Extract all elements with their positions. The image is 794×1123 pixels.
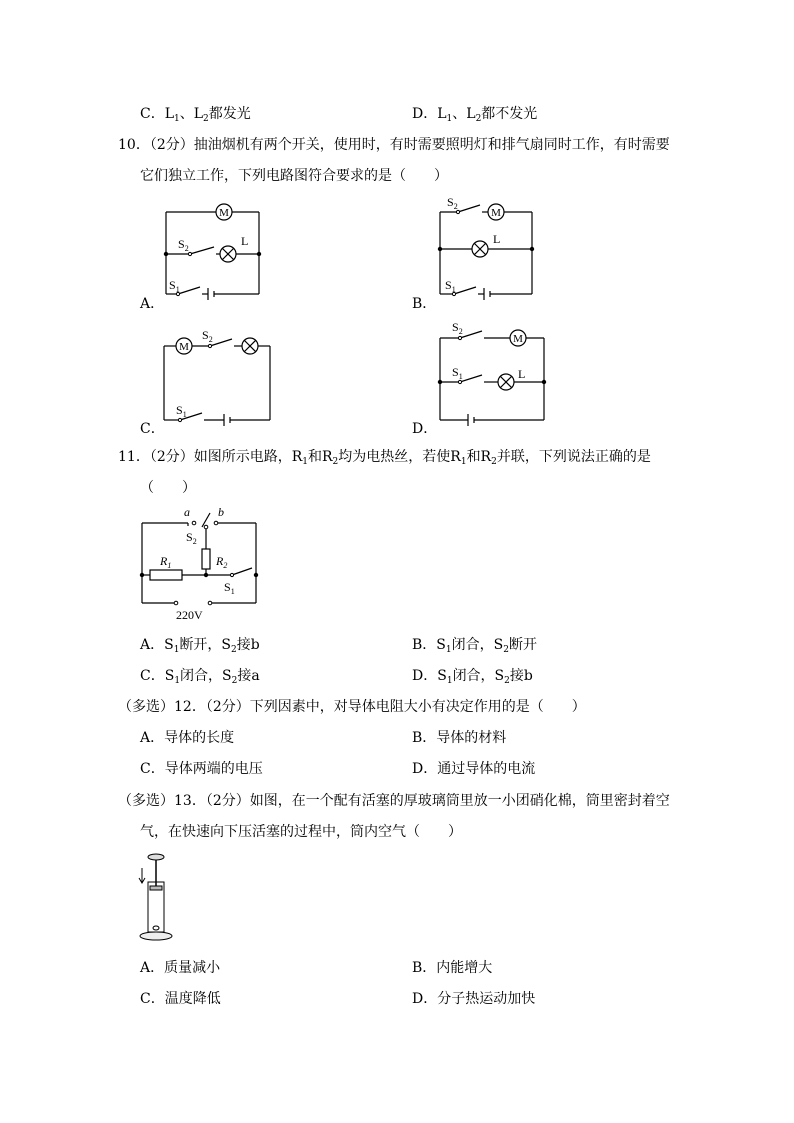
motor-symbol: M [491, 207, 501, 219]
switch-label-s1: $S_1$ [176, 403, 187, 419]
q12-option-a: A．导体的长度 [140, 730, 235, 746]
q13-option-c: C．温度降低 [140, 991, 221, 1007]
subscript: 2 [475, 114, 482, 124]
q13-stem-line2: 气，在快速向下压活塞的过程中，筒内空气（ ） [140, 824, 462, 840]
switch-label-s1: $S_1$ [169, 278, 180, 294]
q9-option-c-text: C．L [140, 106, 175, 122]
switch-label-s2: $S_2$ [178, 237, 189, 253]
q10-circuit-b [434, 196, 544, 300]
opt-part: B．S [412, 637, 446, 653]
q10-circuit-a [160, 198, 270, 300]
lamp-label: L [493, 232, 501, 246]
subscript: 1 [446, 676, 453, 686]
subscript: 1 [173, 645, 180, 655]
opt-part: 闭合，S [451, 637, 504, 653]
subscript: 1 [174, 114, 180, 124]
opt-part: 接b [509, 668, 533, 684]
q9-option-c-suffix: 都发光 [208, 106, 251, 122]
q9-option-c [140, 103, 251, 124]
opt-part: 断开，S [179, 637, 232, 653]
motor-symbol: M [219, 207, 229, 219]
q9-option-d [412, 103, 537, 124]
subscript: 1 [460, 457, 467, 467]
q9-option-c-mid: 、L [179, 106, 204, 122]
q13-stem-line1: （多选）13．（2分）如图，在一个配有活塞的厚玻璃筒里放一小团硝化棉，筒里密封着空 [118, 793, 670, 809]
q10-stem-line1: 10．（2分）抽油烟机有两个开关，使用时，有时需要照明灯和排气扇同时工作，有时需要 [118, 137, 670, 153]
q11-option-c [140, 665, 260, 686]
switch-label-s2: $S_2$ [202, 328, 213, 344]
q12-stem: （多选）12．（2分）下列因素中，对导体电阻大小有决定作用的是（ ） [118, 699, 586, 715]
q11-stem-line1 [118, 446, 651, 467]
q9-option-d-suffix: 都不发光 [481, 106, 538, 122]
subscript: 1 [446, 114, 453, 124]
q11-stem-part: 均为电热丝，若使R [338, 449, 461, 465]
opt-part: D．S [412, 668, 447, 684]
resistor-label-r1: $R_1$ [160, 554, 172, 570]
q10-label-a: A． [140, 296, 165, 312]
q10-label-d: D． [412, 421, 438, 437]
switch-label-s2: $S_2$ [186, 530, 197, 546]
q13-option-d: D．分子热运动加快 [412, 991, 536, 1007]
subscript: 2 [503, 645, 509, 655]
q10-stem-line2: 它们独立工作，下列电路图符合要求的是（ ） [140, 168, 448, 184]
motor-symbol: M [513, 333, 523, 345]
lamp-label: L [518, 367, 526, 381]
opt-part: 接b [236, 637, 260, 653]
piston-cylinder-illustration [138, 852, 178, 942]
terminal-b-label: b [218, 505, 224, 519]
opt-part: 闭合，S [452, 668, 505, 684]
subscript: 2 [504, 676, 510, 686]
q11-option-a [140, 634, 260, 655]
opt-part: 接a [237, 668, 260, 684]
subscript: 2 [203, 114, 209, 124]
switch-label-s1: $S_1$ [452, 365, 463, 381]
q11-stem-part: 和R [308, 449, 333, 465]
q9-option-d-text: D．L [412, 106, 447, 122]
q12-option-b: B．导体的材料 [412, 730, 507, 746]
switch-label-s1: $S_1$ [224, 580, 235, 596]
subscript: 2 [332, 457, 339, 467]
q13-option-b: B．内能增大 [412, 960, 493, 976]
subscript: 1 [174, 676, 181, 686]
q11-option-b [412, 634, 537, 655]
q11-stem-part: 11．（2分）如图所示电路，R [118, 449, 303, 465]
switch-label-s1: $S_1$ [445, 278, 456, 294]
lamp-label: L [241, 234, 249, 248]
q11-stem-line2: （ ） [140, 480, 196, 496]
subscript: 1 [445, 645, 452, 655]
motor-symbol: M [179, 341, 189, 353]
terminal-a-label: a [184, 505, 190, 519]
switch-label-s2: $S_2$ [452, 320, 463, 336]
q11-stem-part: 和R [466, 449, 492, 465]
q10-label-b: B． [412, 296, 437, 312]
subscript: 2 [231, 645, 237, 655]
voltage-label: 220V [176, 608, 203, 622]
q12-option-c: C．导体两端的电压 [140, 761, 263, 777]
q10-circuit-c [160, 326, 276, 428]
subscript: 2 [231, 676, 238, 686]
subscript: 2 [491, 457, 497, 467]
opt-part: 闭合，S [180, 668, 232, 684]
switch-label-s2: $S_2$ [447, 195, 458, 211]
opt-part: 断开 [508, 637, 537, 653]
q11-option-d [412, 665, 533, 686]
q11-circuit [136, 503, 262, 623]
opt-part: A．S [140, 637, 174, 653]
subscript: 1 [302, 457, 308, 467]
resistor-label-r2: $R_2$ [216, 554, 228, 570]
q10-label-c: C． [140, 421, 165, 437]
q9-option-d-mid: 、L [452, 106, 476, 122]
q12-option-d: D．通过导体的电流 [412, 761, 536, 777]
q10-circuit-d [434, 320, 550, 426]
q13-option-a: A．质量减小 [140, 960, 221, 976]
opt-part: C．S [140, 668, 175, 684]
q11-stem-part: 并联，下列说法正确的是 [496, 449, 651, 465]
